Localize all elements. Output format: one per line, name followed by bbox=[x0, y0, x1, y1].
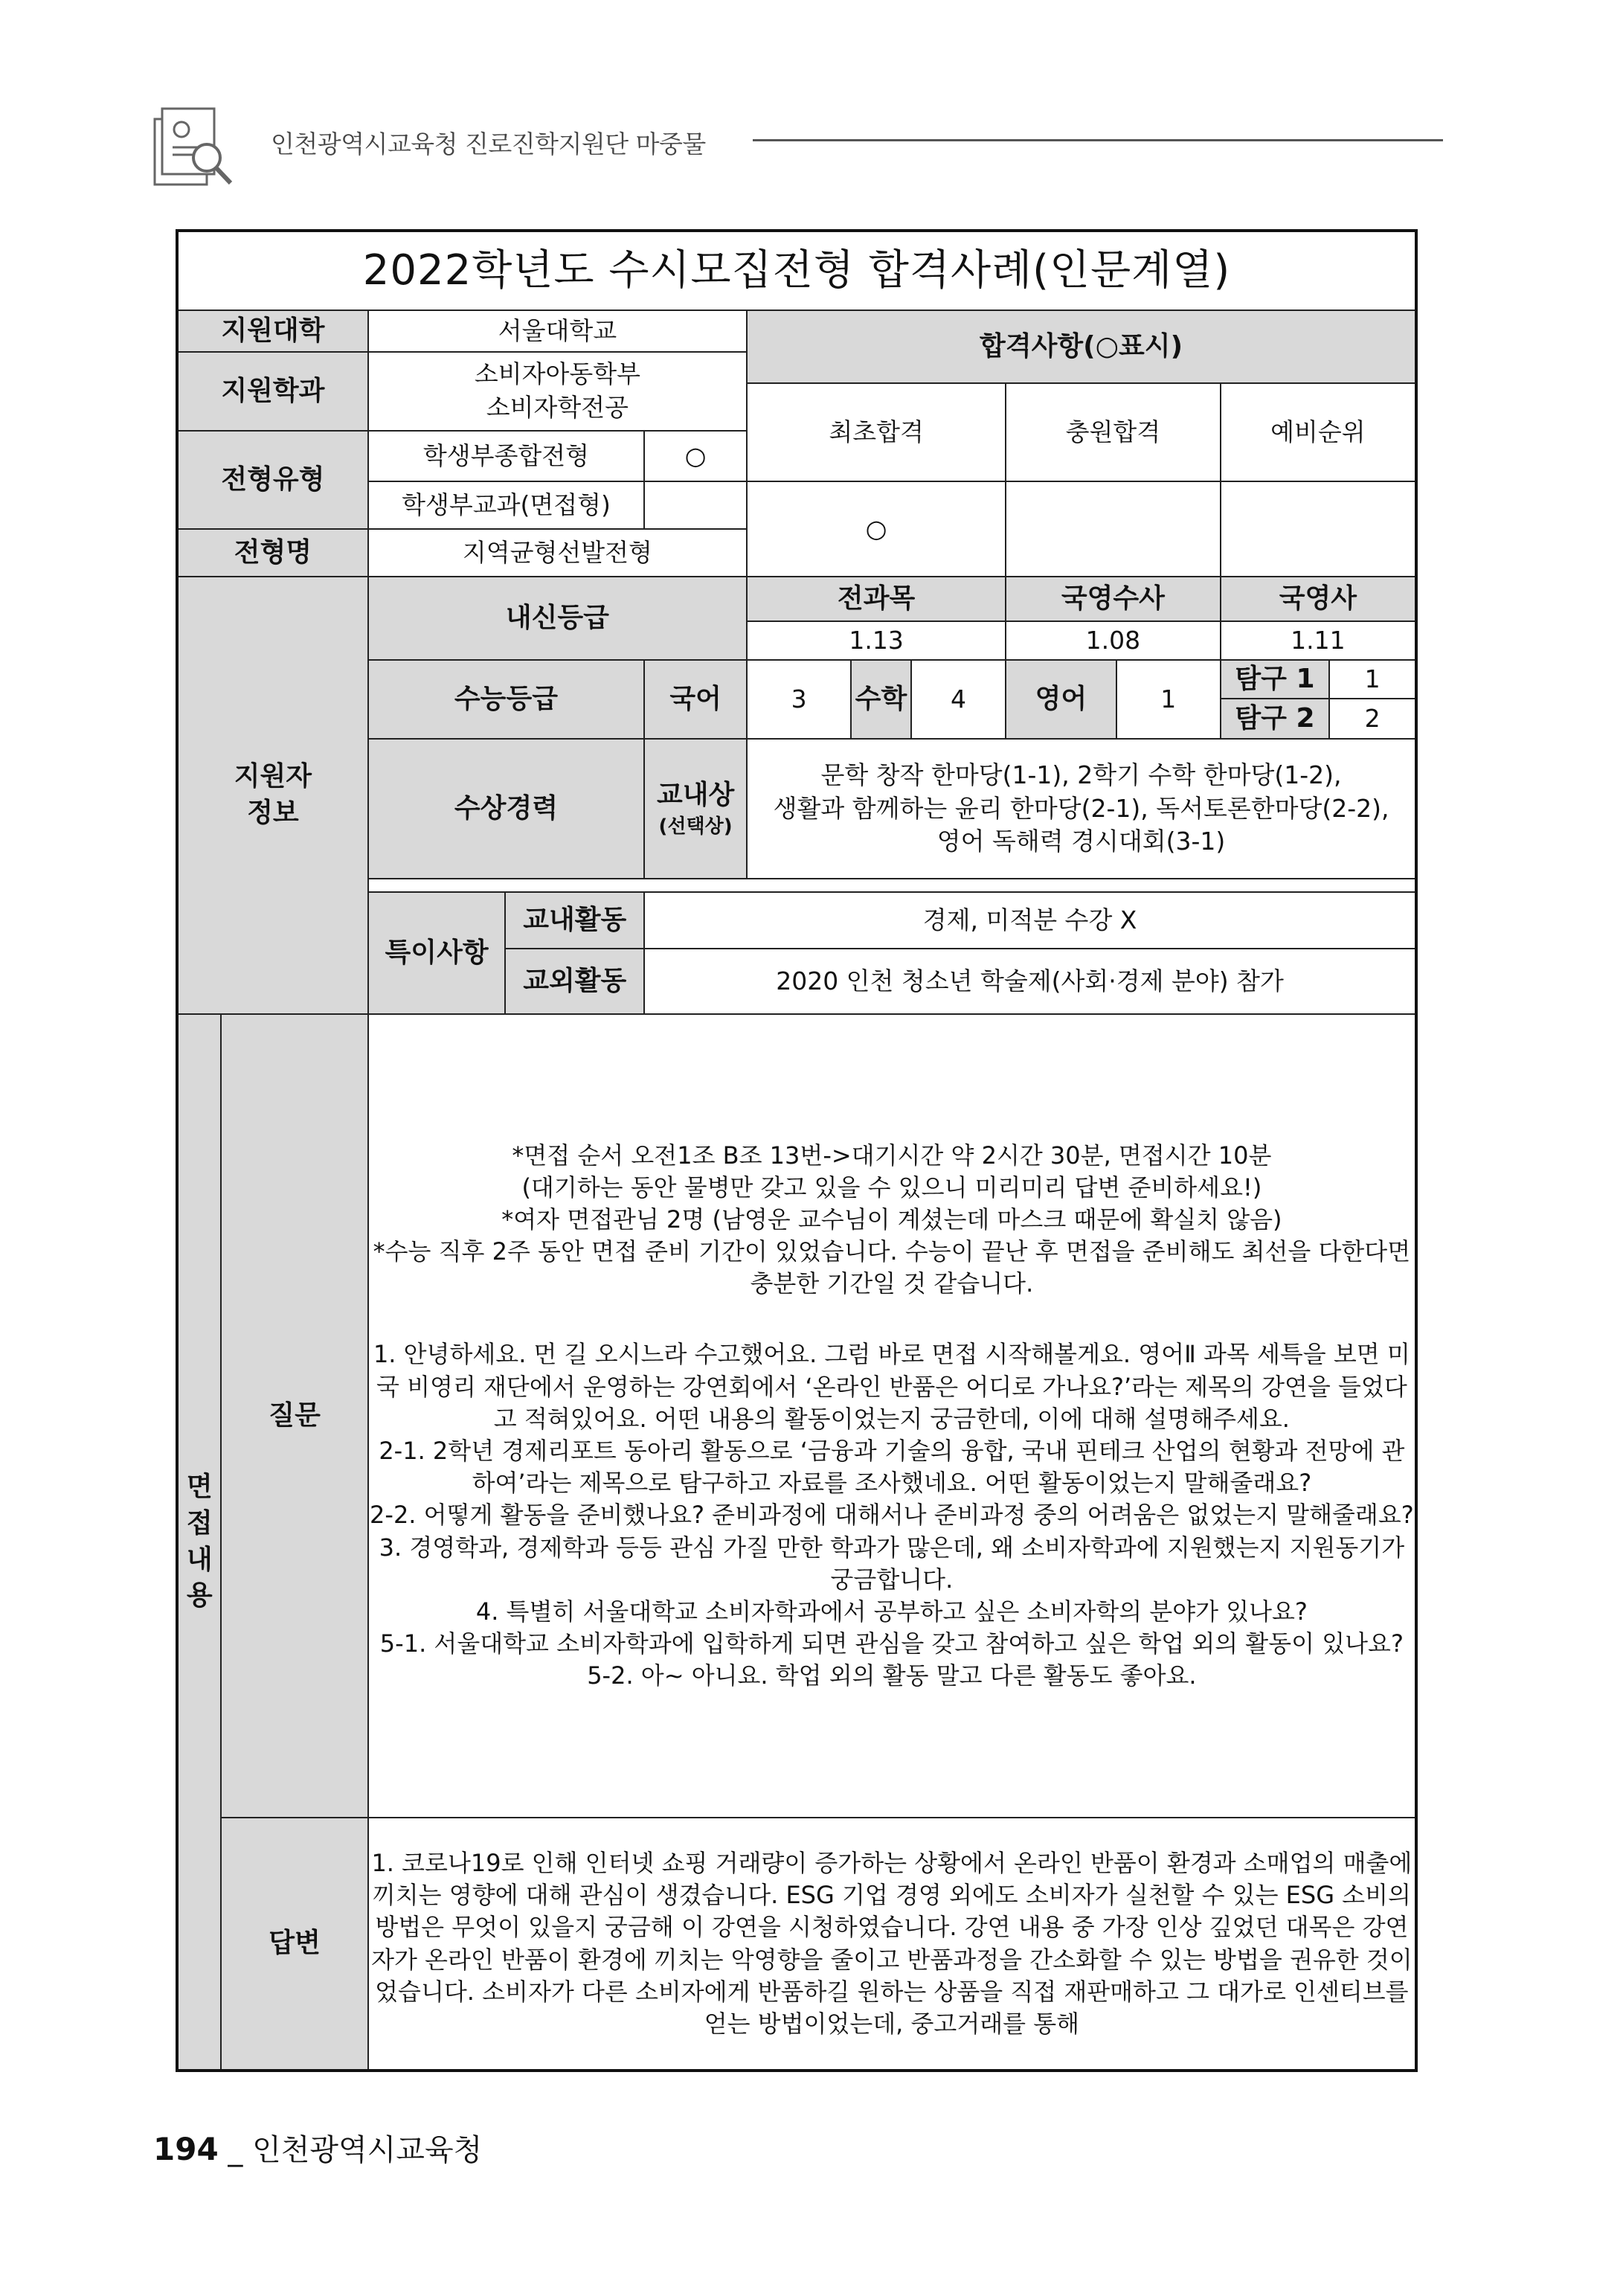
university-label: 지원대학 bbox=[177, 310, 368, 352]
name-value: 지역균형선발전형 bbox=[368, 529, 747, 577]
korean-value: 3 bbox=[747, 660, 851, 739]
type-option1: 학생부종합전형 bbox=[368, 431, 644, 481]
page-title: 2022학년도 수시모집전형 합격사례(인문계열) bbox=[177, 231, 1416, 310]
question-line: 1. 안녕하세요. 먼 길 오시느라 수고했어요. 그럼 바로 면접 시작해볼게요. 영어Ⅱ 과목 세특을 보면 미국 비영리 재단에서 운영하는 강연회에서 ‘온라인 반품은 어디로 가나요?’라는 제목의 강연을 들었다고 적혀있어요. 어떤 내용의 활동이었는지 궁금한데, 이에 대해 설명해주세요. bbox=[373, 1340, 1410, 1433]
type-label: 전형유형 bbox=[177, 431, 368, 529]
footer bbox=[153, 2126, 482, 2169]
department-line1: 소비자아동학부 bbox=[474, 359, 640, 389]
awards-sub-label bbox=[644, 739, 747, 879]
question-line: 2-1. 2학년 경제리포트 동아리 활동으로 ‘금융과 기술의 융합, 국내 핀테크 산업의 현황과 전망에 관하여’라는 제목으로 탐구하고 자료를 조사했네요. 어떤 활동이었는지 말해줄래요? bbox=[379, 1437, 1405, 1498]
inquiry1-value: 1 bbox=[1329, 660, 1416, 699]
admission-case-table bbox=[176, 229, 1418, 2072]
questions-content bbox=[368, 1014, 1416, 1818]
page-number: 194 bbox=[153, 2131, 219, 2167]
awards-label: 수상경력 bbox=[368, 739, 644, 879]
result-waitlist-mark bbox=[1221, 481, 1416, 577]
gpa-value-kems: 1.08 bbox=[1006, 621, 1221, 660]
gpa-value-kes: 1.11 bbox=[1221, 621, 1416, 660]
question-line: *여자 면접관님 2명 (남영운 교수님이 계셨는데 마스크 때문에 확실치 않음) bbox=[501, 1205, 1282, 1234]
result-header: 합격사항(○표시) bbox=[747, 310, 1416, 383]
university-value: 서울대학교 bbox=[368, 310, 747, 352]
footer-separator: _ bbox=[228, 2133, 243, 2167]
question-line: 4. 특별히 서울대학교 소비자학과에서 공부하고 싶은 소비자학의 분야가 있나요? bbox=[475, 1597, 1308, 1626]
result-additional-mark bbox=[1006, 481, 1221, 577]
question-label: 질문 bbox=[221, 1014, 367, 1818]
question-line: 5-2. 아~ 아니요. 학업 외의 활동 말고 다른 활동도 좋아요. bbox=[587, 1661, 1197, 1690]
math-value: 4 bbox=[911, 660, 1006, 739]
applicant-section-label bbox=[177, 577, 368, 1014]
english-label: 영어 bbox=[1006, 660, 1116, 739]
result-additional-pass: 충원합격 bbox=[1006, 383, 1221, 481]
applicant-label-line2: 정보 bbox=[247, 798, 299, 828]
in-school-label: 교내활동 bbox=[505, 892, 644, 949]
in-school-value: 경제, 미적분 수강 X bbox=[644, 892, 1416, 949]
interview-label-line2: 내용 bbox=[186, 1544, 213, 1612]
interview-label-line1: 면접 bbox=[186, 1472, 213, 1539]
footer-publisher: 인천광역시교육청 bbox=[252, 2133, 483, 2167]
document-search-icon bbox=[152, 104, 235, 187]
type-option2-mark bbox=[644, 481, 747, 529]
answer-label: 답변 bbox=[221, 1818, 367, 2071]
department-line2: 소비자학전공 bbox=[486, 393, 629, 422]
question-blank bbox=[369, 1300, 1415, 1338]
inquiry1-label: 탐구 1 bbox=[1221, 660, 1329, 699]
out-school-value: 2020 인천 청소년 학술제(사회·경제 분야) 참가 bbox=[644, 949, 1416, 1014]
english-value: 1 bbox=[1116, 660, 1221, 739]
name-label: 전형명 bbox=[177, 529, 368, 577]
type-option1-mark: ○ bbox=[644, 431, 747, 481]
awards-sub-label-text: 교내상 bbox=[656, 780, 735, 811]
interview-section-label bbox=[177, 1014, 221, 2071]
applicant-label-line1: 지원자 bbox=[234, 761, 312, 792]
awards-sub-note: (선택상) bbox=[658, 815, 733, 838]
answer-content: 1. 코로나19로 인해 인터넷 쇼핑 거래량이 증가하는 상황에서 온라인 반품이 환경과 소매업의 매출에 끼치는 영향에 대해 관심이 생겼습니다. ESG 기업 경영 외에도 소비자가 실천할 수 있는 ESG 소비의 방법은 무엇이 있을지 궁금해 이 강연을 시청하였습니다. 강연 내용 중 가장 인상 깊었던 대목은 강연자가 온라인 반품이 환경에 끼치는 악영향을 줄이고 반품과정을 간소화할 수 있는 방법을 권유한 것이었습니다. 소비자가 다른 소비자에게 반품하길 원하는 상품을 직접 재판매하고 그 대가로 인센티브를 얻는 방법이었는데, 중고거래를 통해 bbox=[368, 1818, 1416, 2071]
question-line: *수능 직후 2주 동안 면접 준비 기간이 있었습니다. 수능이 끝난 후 면접을 준비해도 최선을 다한다면 충분한 기간일 것 같습니다. bbox=[373, 1237, 1411, 1298]
csat-label: 수능등급 bbox=[368, 660, 644, 739]
gpa-label: 내신등급 bbox=[368, 577, 747, 660]
gpa-header-kes: 국영사 bbox=[1221, 577, 1416, 621]
math-label: 수학 bbox=[851, 660, 911, 739]
result-first-pass: 최초합격 bbox=[747, 383, 1006, 481]
awards-spacer bbox=[368, 879, 1416, 892]
question-line: 2-2. 어떻게 활동을 준비했나요? 준비과정에 대해서나 준비과정 중의 어려움은 없었는지 말해줄래요? bbox=[370, 1501, 1414, 1530]
awards-value bbox=[747, 739, 1416, 879]
question-line: (대기하는 동안 물병만 갖고 있을 수 있으니 미리미리 답변 준비하세요!) bbox=[521, 1173, 1262, 1202]
result-waitlist: 예비순위 bbox=[1221, 383, 1416, 481]
special-label: 특이사항 bbox=[368, 892, 506, 1014]
inquiry2-label: 탐구 2 bbox=[1221, 699, 1329, 739]
awards-line2: 생활과 함께하는 윤리 한마당(2-1), 독서토론한마당(2-2), bbox=[773, 793, 1389, 823]
department-label: 지원학과 bbox=[177, 352, 368, 431]
korean-label: 국어 bbox=[644, 660, 747, 739]
department-value bbox=[368, 352, 747, 431]
type-option2: 학생부교과(면접형) bbox=[368, 481, 644, 529]
question-line: 3. 경영학과, 경제학과 등등 관심 가질 만한 학과가 많은데, 왜 소비자학과에 지원했는지 지원동기가 궁금합니다. bbox=[379, 1533, 1405, 1594]
awards-line3: 영어 독해력 경시대회(3-1) bbox=[936, 827, 1226, 856]
result-first-mark: ○ bbox=[747, 481, 1006, 577]
gpa-header-kems: 국영수사 bbox=[1006, 577, 1221, 621]
question-line: 5-1. 서울대학교 소비자학과에 입학하게 되면 관심을 갖고 참여하고 싶은 학업 외의 활동이 있나요? bbox=[379, 1629, 1404, 1658]
out-school-label: 교외활동 bbox=[505, 949, 644, 1014]
gpa-value-all: 1.13 bbox=[747, 621, 1006, 660]
header-title: 인천광역시교육청 진로진학지원단 마중물 bbox=[271, 129, 706, 158]
inquiry2-value: 2 bbox=[1329, 699, 1416, 739]
question-line: *면접 순서 오전1조 B조 13번->대기시간 약 2시간 30분, 면접시간 10분 bbox=[512, 1141, 1272, 1170]
gpa-header-all: 전과목 bbox=[747, 577, 1006, 621]
header-divider bbox=[753, 139, 1443, 141]
awards-line1: 문학 창작 한마당(1-1), 2학기 수학 한마당(1-2), bbox=[820, 760, 1342, 790]
